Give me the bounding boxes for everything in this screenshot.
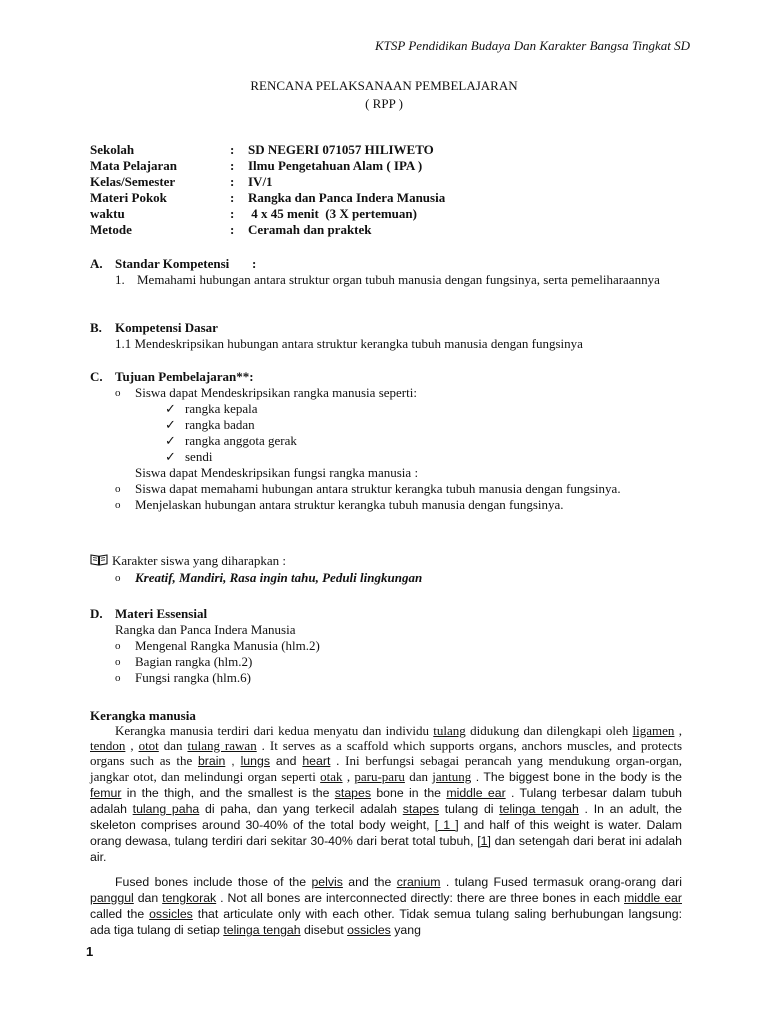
identity-key: Mata Pelajaran (90, 158, 178, 173)
underlined-term[interactable]: ossicles (149, 907, 193, 921)
identity-value: IV/1 (248, 174, 273, 189)
text-run: dan (133, 891, 163, 905)
bullet-marker: o (115, 656, 121, 668)
item-text: Fungsi rangka (hlm.6) (135, 670, 251, 685)
text-run: tulang di (438, 802, 500, 816)
item-text: Memahami hubungan antara struktur organ tubuh manusia dengan fungsinya, serta pemeliharaannya (137, 272, 660, 287)
karakter-section (90, 553, 682, 586)
plain-line: Siswa dapat Mendeskripsikan fungsi rangka manusia : (135, 465, 419, 480)
identity-key: Metode (90, 222, 132, 237)
underlined-term[interactable]: heart (302, 754, 331, 768)
identity-row (90, 158, 445, 174)
document-subtitle: ( RPP ) (365, 96, 403, 111)
underlined-term[interactable]: ossicles (347, 923, 391, 937)
identity-key: Kelas/Semester (90, 174, 176, 189)
checklist-item (90, 401, 682, 417)
text-run: disebut (300, 923, 348, 937)
text-run: di paha, dan yang terkecil adalah (199, 802, 403, 816)
underlined-term[interactable]: telinga tengah (499, 802, 579, 816)
text-run: that articulate only with each other. Tidak semua tulang saling berhubungan langsung: ada tiga tulang di setiap (90, 907, 683, 937)
item-text: Mengenal Rangka Manusia (hlm.2) (135, 638, 320, 653)
identity-row (90, 174, 445, 190)
identity-row (90, 222, 445, 238)
section-number: D. (90, 606, 103, 621)
paragraph (90, 723, 682, 865)
identity-key: Sekolah (90, 142, 135, 157)
list-item (90, 638, 682, 654)
underlined-term[interactable]: tulang rawan (187, 738, 257, 753)
identity-row (90, 190, 445, 206)
underlined-term[interactable]: middle ear (446, 786, 506, 800)
underlined-term[interactable]: panggul (90, 891, 134, 905)
item-text: rangka anggota gerak (185, 433, 297, 448)
item-text: Siswa dapat memahami hubungan antara struktur kerangka tubuh manusia dengan fungsinya. (135, 481, 621, 496)
underlined-term[interactable]: tulang paha (132, 802, 200, 816)
checklist-item (90, 417, 682, 433)
text-run: . Ini berfungsi sebagai perancah yang mendukung organ-organ, jangkar otot, dan melindungi organ seperti (90, 753, 683, 784)
bullet-marker: o (115, 640, 121, 652)
underlined-term[interactable]: brain (197, 754, 226, 768)
underlined-term[interactable]: stapes (402, 802, 439, 816)
identity-colon: : (230, 158, 235, 173)
header-note: KTSP Pendidikan Budaya Dan Karakter Bangsa Tingkat SD (375, 38, 690, 53)
check-icon: ✓ (165, 417, 176, 432)
text-run: Kerangka manusia terdiri dari kedua menyatu dan individu (115, 723, 434, 738)
identity-value: Rangka dan Panca Indera Manusia (248, 190, 446, 205)
identity-colon: : (230, 190, 235, 205)
underlined-term[interactable]: femur (90, 786, 122, 800)
bullet-marker: o (115, 572, 121, 584)
item-text: rangka kepala (185, 401, 258, 416)
identity-colon: : (230, 142, 235, 157)
item-text: Bagian rangka (hlm.2) (135, 654, 253, 669)
underlined-term[interactable]: [1] (477, 834, 491, 848)
item-text: Kreatif, Mandiri, Rasa ingin tahu, Peduli lingkungan (135, 570, 423, 585)
underlined-term[interactable]: pelvis (311, 875, 343, 889)
section-c (90, 369, 682, 513)
identity-table (90, 142, 445, 238)
kerangka-paragraph-1 (90, 723, 682, 865)
bullet-marker: o (115, 499, 121, 511)
item-text: Menjelaskan hubungan antara struktur kerangka tubuh manusia dengan fungsinya. (135, 497, 564, 512)
section-heading (90, 320, 682, 336)
underlined-term[interactable]: stapes (334, 786, 372, 800)
identity-value: Ceramah dan praktek (248, 222, 372, 237)
list-item (90, 670, 682, 686)
identity-key: Materi Pokok (90, 190, 167, 205)
paragraph (90, 874, 682, 938)
list-item: 1.1 Mendeskripsikan hubungan antara struktur kerangka tubuh manusia dengan fungsinya (115, 336, 583, 351)
section-subtitle: Rangka dan Panca Indera Manusia (115, 622, 296, 637)
item-text: rangka badan (185, 417, 255, 432)
list-item (90, 497, 682, 513)
item-text: sendi (185, 449, 213, 464)
kerangka-paragraph-2 (90, 874, 682, 938)
bullet-marker: o (115, 672, 121, 684)
item-text: Siswa dapat Mendeskripsikan rangka manusia seperti: (135, 385, 417, 400)
underlined-term[interactable]: telinga tengah (223, 923, 301, 937)
list-item (90, 272, 682, 288)
underlined-term[interactable]: tendon (90, 738, 126, 753)
section-heading (90, 606, 682, 622)
text-run: , (674, 723, 683, 738)
list-item (90, 481, 682, 497)
section-title: Materi Essensial (115, 606, 208, 621)
text-run: . The biggest bone in the body is the (471, 770, 682, 784)
check-icon: ✓ (165, 433, 176, 448)
open-book-icon (90, 553, 112, 570)
section-title: Standar Kompetensi : (115, 256, 257, 271)
text-run: Fused bones include those of the (115, 875, 312, 889)
underlined-term[interactable]: tulang (433, 723, 466, 738)
checklist-item (90, 449, 682, 465)
section-number: A. (90, 256, 103, 271)
text-run: in the thigh, and the smallest is the (121, 786, 335, 800)
underlined-term[interactable]: middle ear (624, 891, 682, 905)
underlined-term[interactable]: ligamen (632, 723, 675, 738)
section-title: Tujuan Pembelajaran**: (115, 369, 254, 384)
text-run: dan setengah dari berat ini adalah air. (90, 834, 682, 864)
text-run: and (269, 754, 303, 768)
bullet-marker: o (115, 483, 121, 495)
text-run: . Not all bones are interconnected directly: there are three bones in each (216, 891, 625, 905)
check-icon: ✓ (165, 401, 176, 416)
section-number: B. (90, 320, 102, 335)
heading-text: Kerangka manusia (90, 708, 196, 723)
text-run: didukung dan dilengkapi oleh (465, 723, 633, 738)
text-run: bone in the (371, 786, 447, 800)
section-a (90, 256, 682, 288)
identity-value: SD NEGERI 071057 HILIWETO (248, 142, 434, 157)
identity-colon: : (230, 174, 235, 189)
identity-row (90, 142, 445, 158)
section-b (90, 320, 682, 352)
karakter-label-row (90, 553, 682, 570)
bullet-marker: o (115, 387, 121, 399)
identity-row (90, 206, 445, 222)
text-run: dan (404, 769, 433, 784)
text-run: . It serves as a scaffold which supports organs, anchors muscles, and protects organs such as the (90, 738, 683, 768)
text-run: dan (158, 738, 188, 753)
karakter-label: Karakter siswa yang diharapkan : (112, 553, 286, 568)
underlined-term[interactable]: otak (320, 769, 343, 784)
identity-colon: : (230, 206, 235, 221)
item-number: 1. (115, 272, 125, 287)
underlined-term[interactable]: cranium (396, 875, 441, 889)
section-number: C. (90, 369, 103, 384)
text-run: , (125, 738, 139, 753)
list-item (90, 385, 682, 401)
underlined-term[interactable]: jantung (432, 769, 472, 784)
checklist-item (90, 433, 682, 449)
underlined-term[interactable]: lungs (240, 754, 270, 768)
section-title: Kompetensi Dasar (115, 320, 218, 335)
underlined-term[interactable]: tengkorak (162, 891, 217, 905)
section-heading (90, 256, 682, 272)
text-run: yang (390, 923, 421, 937)
text-run: and the (342, 875, 397, 889)
section-heading (90, 369, 682, 385)
identity-value: 4 x 45 menit (3 X pertemuan) (248, 206, 417, 221)
identity-key: waktu (90, 206, 125, 221)
kerangka-heading (90, 708, 682, 724)
text-run: . Tulang terbesar dalam tubuh adalah (90, 786, 683, 816)
text-run: . tulang Fused termasuk orang-orang dari (440, 875, 682, 889)
list-item (90, 654, 682, 670)
section-d (90, 606, 682, 686)
document-title: RENCANA PELAKSANAAN PEMBELAJARAN (250, 78, 518, 93)
text-run: called the (90, 907, 150, 921)
karakter-item (90, 570, 682, 586)
text-run: , (225, 754, 241, 768)
text-run: . In an adult, the skeleton comprises around 30-40% of the total body weight, (90, 802, 682, 832)
identity-value: Ilmu Pengetahuan Alam ( IPA ) (248, 158, 423, 173)
check-icon: ✓ (165, 449, 176, 464)
underlined-term[interactable]: [ 1 ] (434, 818, 459, 832)
underlined-term[interactable]: paru-paru (354, 769, 405, 784)
identity-colon: : (230, 222, 235, 237)
page-number: 1 (86, 944, 94, 959)
text-run: , (342, 769, 355, 784)
text-run: and half of this weight is water. Dalam orang dewasa, tulang terdiri dari sekitar 30-40% dari berat total tubuh, (90, 818, 682, 848)
underlined-term[interactable]: otot (138, 738, 159, 753)
